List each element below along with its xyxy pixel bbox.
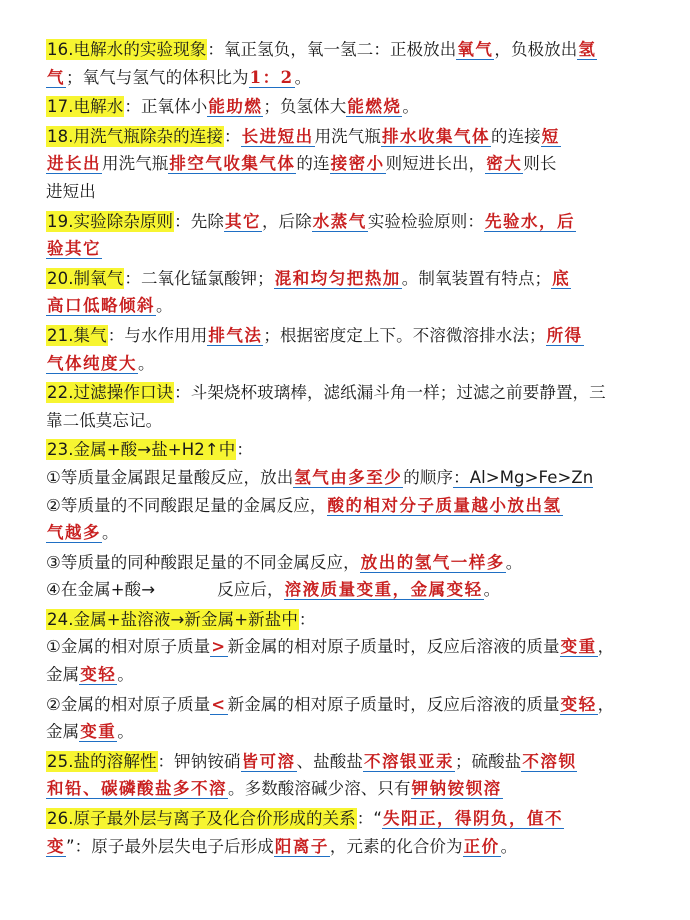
item-25-text: ：钾钠铵硝 xyxy=(157,751,241,771)
item-23-sub-4 xyxy=(46,576,656,604)
item-25-text-4: 。多数酸溶碱少溶、只有 xyxy=(228,779,411,799)
item-19-title: 19.实验除杂原则 xyxy=(47,211,174,231)
item-21-title: 21.集气 xyxy=(47,325,107,345)
item-24-sub-2-text-3: 金属 xyxy=(46,722,80,742)
item-22-line-2 xyxy=(46,407,656,435)
item-23-sub-4-answer: 溶液质量变重，金属变轻 xyxy=(284,580,483,600)
item-18-line-3 xyxy=(46,178,656,206)
item-18-text-2: 用洗气瓶 xyxy=(314,126,381,146)
item-25-line-1 xyxy=(46,748,656,776)
item-26-answer-2: 阳离子 xyxy=(274,836,329,856)
item-22-title: 22.过滤操作口诀 xyxy=(47,383,174,403)
item-23-sub-4-text-2: 反应后， xyxy=(217,580,284,600)
item-16-period: 。 xyxy=(294,67,312,87)
item-24-sub-2-text: ②金属的相对原子质量 xyxy=(46,694,211,714)
item-16-text-3: ；氧气与氢气的体积比为 xyxy=(66,67,249,87)
item-26-title: 26.原子最外层与离子及化合价形成的关系 xyxy=(47,809,356,829)
item-22-line-1 xyxy=(46,379,656,407)
item-21-line-2 xyxy=(46,350,656,378)
item-24-sub-1-cont xyxy=(46,661,656,689)
item-16-title: 16.电解水的实验现象 xyxy=(47,40,207,59)
item-26-period: 。 xyxy=(500,836,518,856)
item-17-text: ：正氧体小 xyxy=(124,97,208,117)
item-23-sub-4-text: ④在金属+酸→ xyxy=(46,580,156,600)
item-24-sub-2-period: 。 xyxy=(117,722,134,742)
item-24-sub-1-comma: ， xyxy=(597,637,615,657)
item-17-answer-2: 能燃烧 xyxy=(347,97,402,117)
item-21-text: ：与水作用用 xyxy=(107,325,208,345)
item-24-sub-2-answer-2: 变重 xyxy=(80,722,117,742)
item-24-sub-2-compare: < xyxy=(211,694,227,714)
item-16-line-2 xyxy=(46,64,656,92)
item-23-sub-3-text: ③等质量的同种酸跟足量的不同金属反应， xyxy=(46,552,360,572)
item-21-answer-1: 排气法 xyxy=(208,325,263,345)
item-25-answer-2: 不溶银亚汞 xyxy=(363,751,454,771)
item-18-line-2 xyxy=(46,150,656,178)
item-26-answer-1b: 变 xyxy=(47,836,65,856)
item-18-answer-3a: 短 xyxy=(541,126,560,146)
item-18-answer-4: 排空气收集气体 xyxy=(169,154,296,174)
item-17-answer-1: 能助燃 xyxy=(208,97,263,117)
item-22-text-2: 靠二低莫忘记。 xyxy=(46,410,163,430)
item-20-text: ：二氧化锰氯酸钾； xyxy=(124,268,274,288)
item-18-text-5: 的连 xyxy=(296,154,330,174)
item-24-colon: ： xyxy=(298,609,316,629)
item-24-sub-1 xyxy=(46,633,656,661)
item-23-sub-2 xyxy=(46,492,656,520)
item-18-answer-2: 排水收集气体 xyxy=(381,126,490,146)
item-19-answer-3a: 先验水，后 xyxy=(484,211,575,231)
item-23-sub-2-period: 。 xyxy=(102,523,119,543)
item-18-text-3: 的连接 xyxy=(490,126,541,146)
item-20-period: 。 xyxy=(156,296,173,316)
item-24-sub-1-answer-2: 变轻 xyxy=(80,665,117,685)
item-24-sub-1-period: 。 xyxy=(117,665,134,685)
item-23-sub-1-text: ①等质量金属跟足量酸反应，放出 xyxy=(46,467,294,487)
item-23-sub-1-order: ：Al>Mg>Fe>Zn xyxy=(453,467,594,487)
item-24-sub-1-text-3: 金属 xyxy=(46,665,80,685)
item-16-answer-hydrogen-a: 氢 xyxy=(578,40,597,59)
item-26-line-1 xyxy=(46,805,656,833)
item-24-sub-1-text: ①金属的相对原子质量 xyxy=(46,637,211,657)
item-18-line-1 xyxy=(46,123,656,151)
item-24-line-1 xyxy=(46,606,656,634)
item-23-colon: ： xyxy=(236,440,253,460)
item-26-text: ：“ xyxy=(356,809,382,829)
item-16-text-2: ，负极放出 xyxy=(494,40,578,59)
item-25-text-2: 、盐酸盐 xyxy=(296,751,363,771)
item-18-answer-3b: 进长出 xyxy=(47,154,101,174)
item-26-line-2 xyxy=(46,833,656,861)
item-24-title: 24.金属+盐溶液→新金属+新盐中 xyxy=(47,609,298,629)
item-20-text-2: 。制氧装置有特点； xyxy=(401,268,552,288)
item-22-text: ：斗架烧杯玻璃棒，滤纸漏斗角一样；过滤之前要静置，三 xyxy=(174,383,606,403)
item-23-sub-1 xyxy=(46,464,656,492)
item-23-sub-3-period: 。 xyxy=(505,552,523,572)
item-24-sub-1-compare: > xyxy=(211,637,227,657)
item-16-answer-hydrogen-b: 气 xyxy=(47,67,65,87)
item-18-text-7: 则长 xyxy=(523,154,557,174)
item-20-answer-2a: 底 xyxy=(552,268,571,288)
item-18-answer-5: 接密小 xyxy=(330,154,385,174)
item-24-sub-1-text-2: 新金属的相对原子质量时，反应后溶液的质量 xyxy=(227,637,560,657)
item-19-line-1 xyxy=(46,208,656,236)
item-17-period: 。 xyxy=(402,97,419,117)
item-25-answer-3a: 不溶钡 xyxy=(522,751,577,771)
item-20-answer-2b: 高口低略倾斜 xyxy=(47,296,155,316)
item-17-title: 17.电解水 xyxy=(47,97,124,117)
item-19-answer-1: 其它 xyxy=(224,211,261,231)
item-23-sub-2-cont xyxy=(46,519,656,547)
item-24-sub-1-answer-1: 变重 xyxy=(560,637,597,657)
item-20-title: 20.制氧气 xyxy=(47,268,124,288)
item-23-sub-2-text: ②等质量的不同酸跟足量的金属反应， xyxy=(46,495,327,515)
item-16-text: ：氧正氢负，氧一氢二：正极放出 xyxy=(207,40,457,59)
item-19-line-2 xyxy=(46,235,656,263)
item-23-line-1 xyxy=(46,436,656,464)
item-25-title: 25.盐的溶解性 xyxy=(47,751,157,771)
item-17-line-1 xyxy=(46,93,656,121)
item-26-text-3: ，元素的化合价为 xyxy=(329,836,463,856)
item-18-text-8: 进短出 xyxy=(46,181,96,201)
item-18-text-6: 则短进长出， xyxy=(385,154,486,174)
item-23-title: 23.金属+酸→盐+H2↑中 xyxy=(47,440,236,460)
item-16-answer-ratio: 1：2 xyxy=(249,67,294,87)
item-20-line-1 xyxy=(46,265,656,293)
item-21-answer-2a: 所得 xyxy=(546,325,583,345)
item-25-text-3: ；硫酸盐 xyxy=(454,751,522,771)
item-23-sub-3-answer: 放出的氢气一样多 xyxy=(360,552,505,572)
item-19-answer-2: 水蒸气 xyxy=(312,211,367,231)
item-24-sub-2 xyxy=(46,691,656,719)
item-25-answer-3b: 和铅、碳磷酸盐多不溶 xyxy=(47,779,227,799)
item-25-line-2 xyxy=(46,775,656,803)
item-23-sub-1-text-2: 的顺序 xyxy=(403,467,454,487)
item-21-answer-2b: 气体纯度大 xyxy=(47,353,137,373)
item-19-text: ：先除 xyxy=(174,211,224,231)
item-24-sub-2-comma: ， xyxy=(597,694,615,714)
item-24-sub-2-cont xyxy=(46,718,656,746)
item-17-text-2: ；负氢体大 xyxy=(263,97,347,117)
item-23-sub-4-period: 。 xyxy=(483,580,501,600)
item-23-sub-1-answer: 氢气由多至少 xyxy=(294,467,403,487)
item-26-answer-3: 正价 xyxy=(463,836,500,856)
item-18-answer-1: 长进短出 xyxy=(241,126,314,146)
item-18-colon: ： xyxy=(223,126,241,146)
item-20-answer-1: 混和均匀把热加 xyxy=(274,268,401,288)
item-16-line-1 xyxy=(46,36,656,64)
item-19-text-3: 实验检验原则： xyxy=(367,211,484,231)
item-18-text-4: 用洗气瓶 xyxy=(102,154,169,174)
item-25-answer-4: 钾钠铵钡溶 xyxy=(411,779,502,799)
item-24-sub-2-text-2: 新金属的相对原子质量时，反应后溶液的质量 xyxy=(227,694,560,714)
item-23-sub-3 xyxy=(46,549,656,577)
item-19-answer-3b: 验其它 xyxy=(47,239,101,259)
item-21-text-2: ；根据密度定上下。不溶微溶排水法； xyxy=(263,325,546,345)
item-23-sub-2-answer-b: 气越多 xyxy=(47,523,101,543)
item-24-sub-2-answer-1: 变轻 xyxy=(560,694,597,714)
item-26-text-2: ”：原子最外层失电子后形成 xyxy=(66,836,274,856)
item-25-answer-1: 皆可溶 xyxy=(241,751,296,771)
item-18-answer-6: 密大 xyxy=(486,154,523,174)
item-18-title: 18.用洗气瓶除杂的连接 xyxy=(47,126,223,146)
item-23-sub-2-answer-a: 酸的相对分子质量越小放出氢 xyxy=(327,495,562,515)
item-21-period: 。 xyxy=(138,353,155,373)
item-21-line-1 xyxy=(46,322,656,350)
item-20-line-2 xyxy=(46,292,656,320)
item-16-answer-oxygen: 氧气 xyxy=(457,40,494,59)
item-26-answer-1a: 失阳正，得阴负，值不 xyxy=(383,809,563,829)
item-19-text-2: ，后除 xyxy=(261,211,312,231)
